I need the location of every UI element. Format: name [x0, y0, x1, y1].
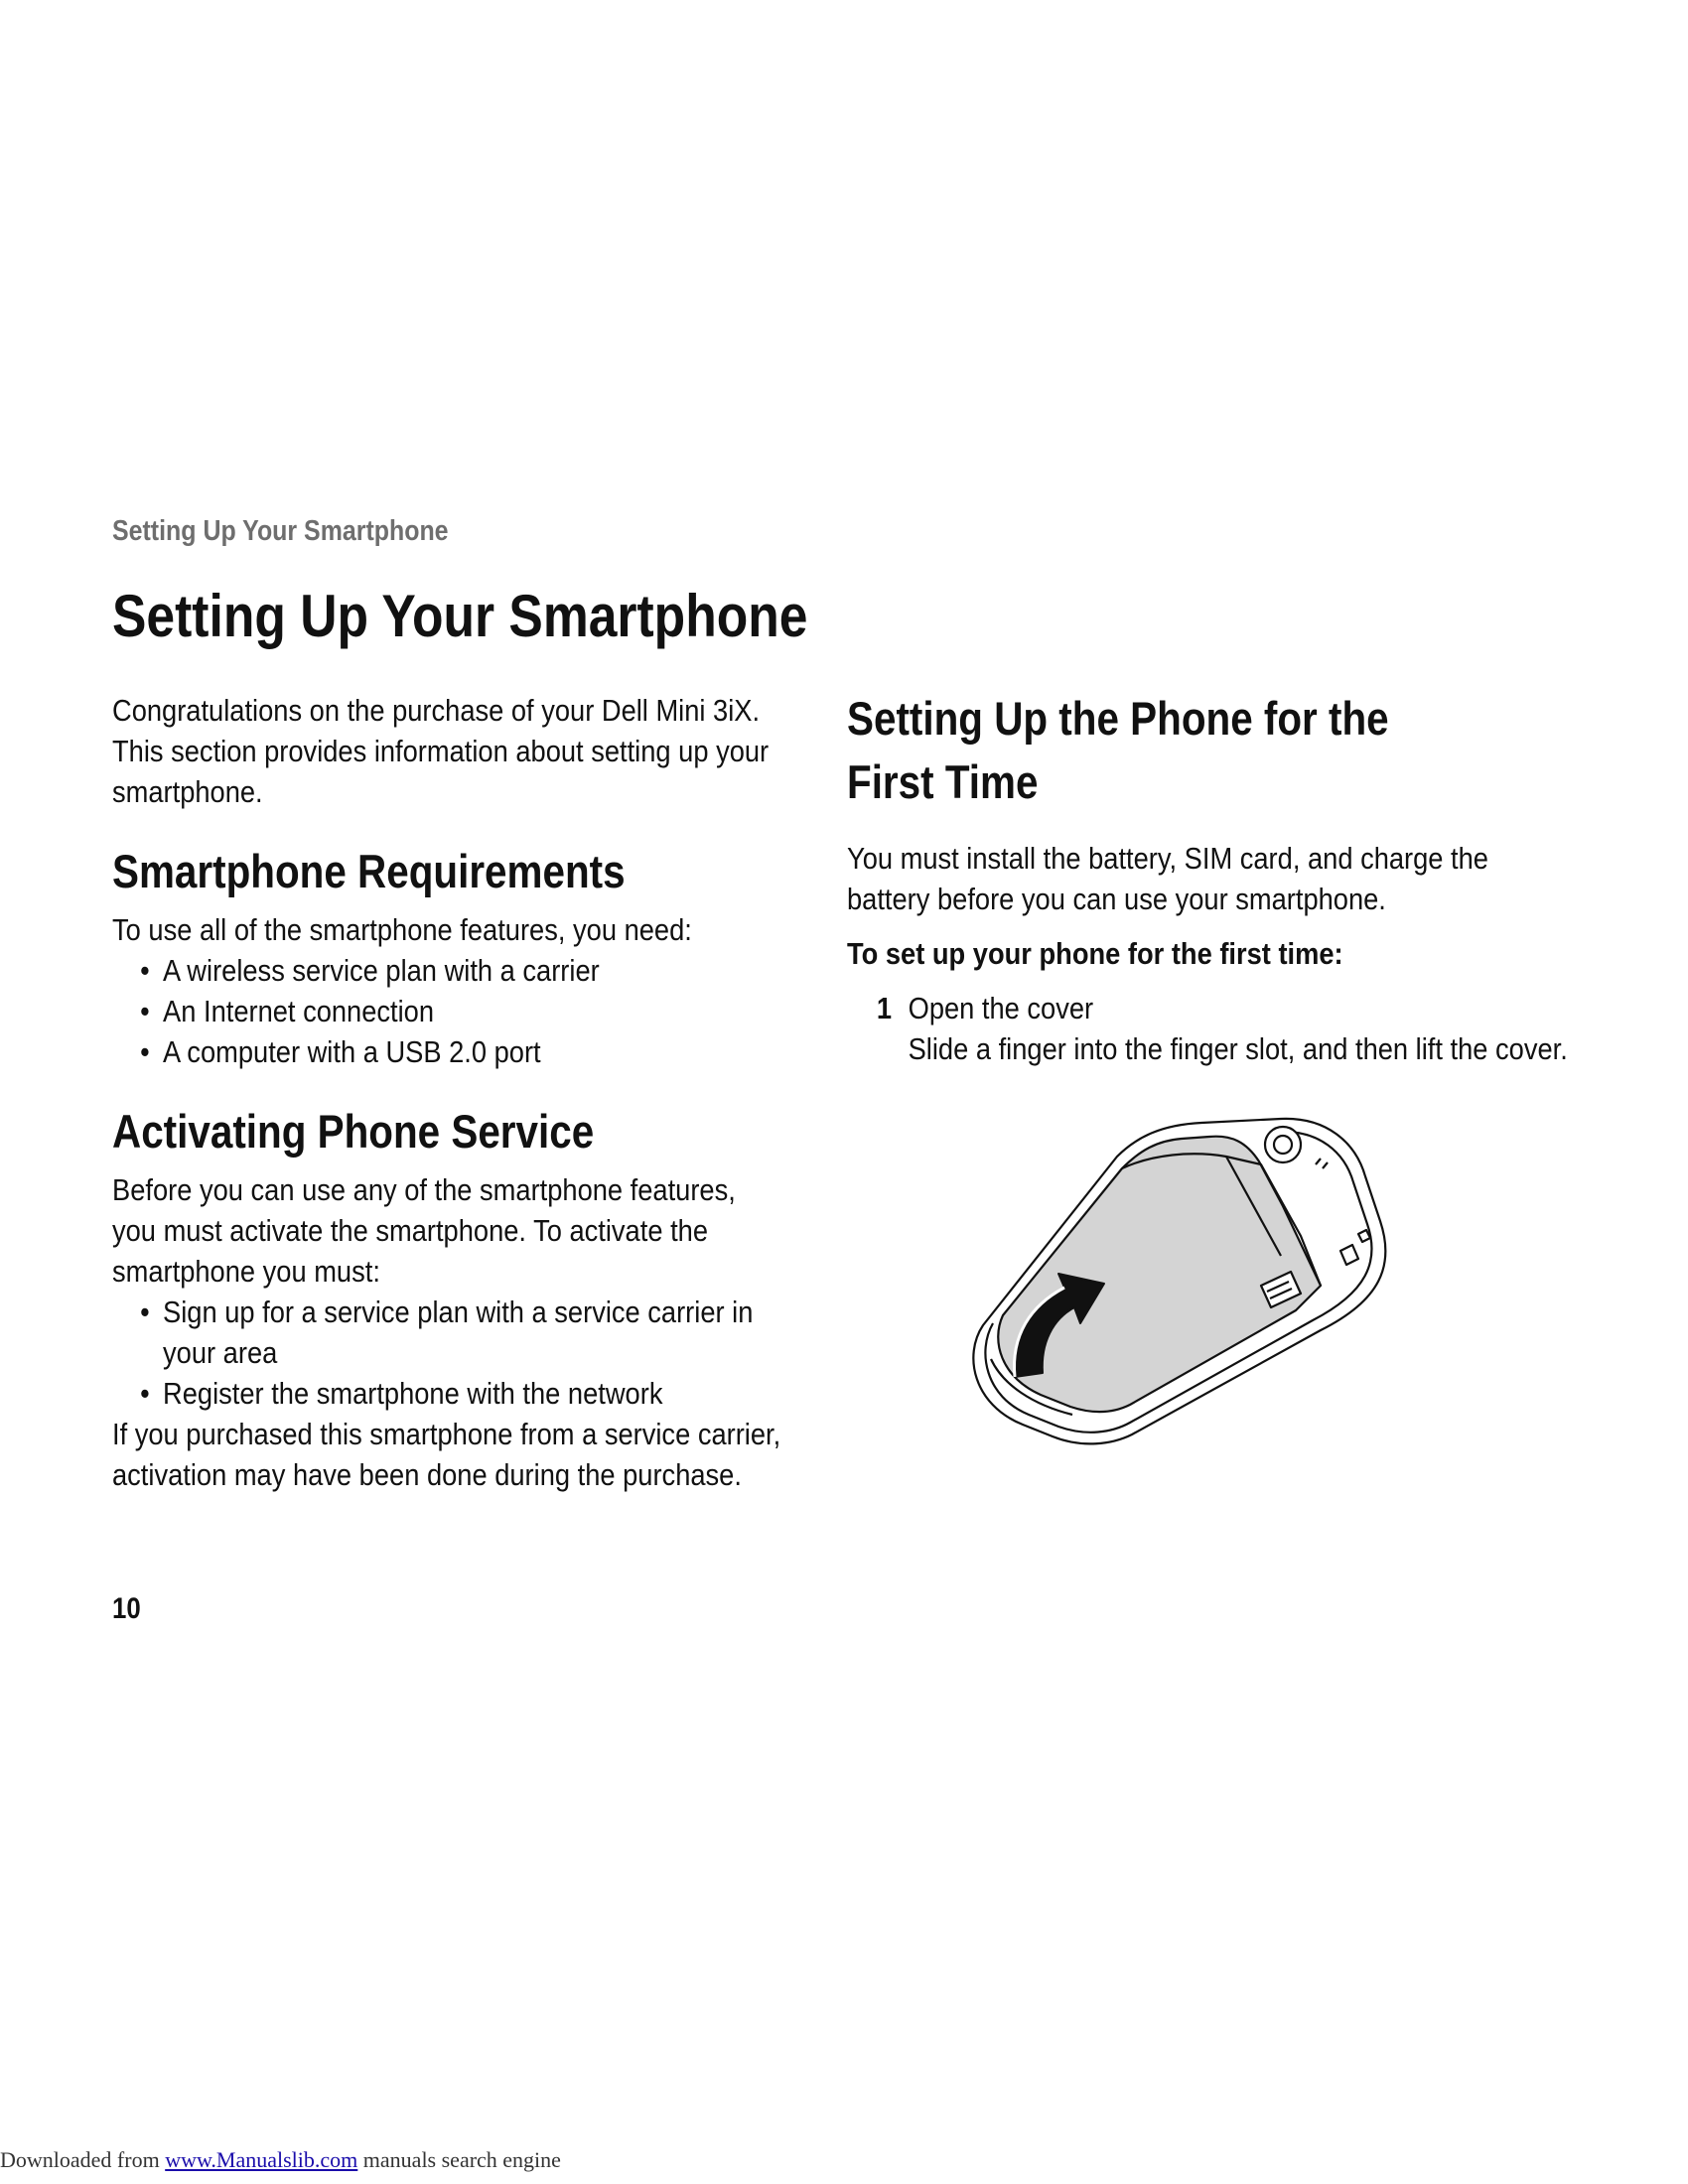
requirements-list-wrap	[112, 950, 783, 1072]
step-number: 1	[876, 991, 893, 1025]
footer-suffix: manuals search engine	[357, 2147, 561, 2172]
procedure-title: To set up your phone for the first time:	[847, 936, 1343, 971]
requirements-heading: Smartphone Requirements	[112, 845, 626, 897]
activating-heading: Activating Phone Service	[112, 1105, 595, 1158]
list-item: • A wireless service plan with a carrier	[112, 950, 783, 991]
bullet-icon: •	[140, 953, 150, 988]
bullet-icon: •	[140, 1295, 150, 1329]
phone-open-cover-illustration	[963, 1117, 1396, 1460]
manualslib-link[interactable]: www.Manualslib.com	[165, 2147, 358, 2172]
activating-list	[112, 1292, 783, 1414]
activating-list-wrap	[112, 1292, 783, 1414]
requirements-lead: To use all of the smartphone features, you need:	[112, 912, 692, 947]
running-header: Setting Up Your Smartphone	[112, 515, 449, 547]
intro-paragraph: Congratulations on the purchase of your Dell Mini 3iX. This section provides information about setting up your smartphone.	[112, 693, 770, 809]
first-time-heading: Setting Up the Phone for the First Time	[847, 692, 1389, 808]
step-title: Open the cover	[908, 991, 1094, 1025]
step-text: Slide a finger into the finger slot, and then lift the cover.	[908, 1031, 1568, 1066]
list-item: • A computer with a USB 2.0 port	[112, 1031, 783, 1072]
page-title: Setting Up Your Smartphone	[112, 583, 808, 649]
bullet-icon: •	[140, 1034, 150, 1069]
list-item: • Register the smartphone with the network	[112, 1373, 783, 1414]
footer-prefix: Downloaded from	[0, 2147, 166, 2172]
right-column	[847, 687, 1568, 1069]
footer	[0, 2147, 561, 2173]
list-item: • An Internet connection	[112, 991, 783, 1031]
left-column	[112, 690, 787, 1495]
bullet-icon: •	[140, 994, 150, 1028]
requirements-list	[112, 950, 783, 1072]
activating-lead: Before you can use any of the smartphone features, you must activate the smartphone. To activate the smartphone you must:	[112, 1172, 736, 1289]
page-number: 10	[112, 1592, 141, 1625]
activating-closing: If you purchased this smartphone from a service carrier, activation may have been done during the purchase.	[112, 1417, 781, 1492]
list-item: • Sign up for a service plan with a service carrier in your area	[112, 1292, 783, 1373]
bullet-icon: •	[140, 1376, 150, 1411]
first-time-intro: You must install the battery, SIM card, and charge the battery before you can use your smartphone.	[847, 841, 1488, 916]
step-1	[847, 988, 1600, 1069]
